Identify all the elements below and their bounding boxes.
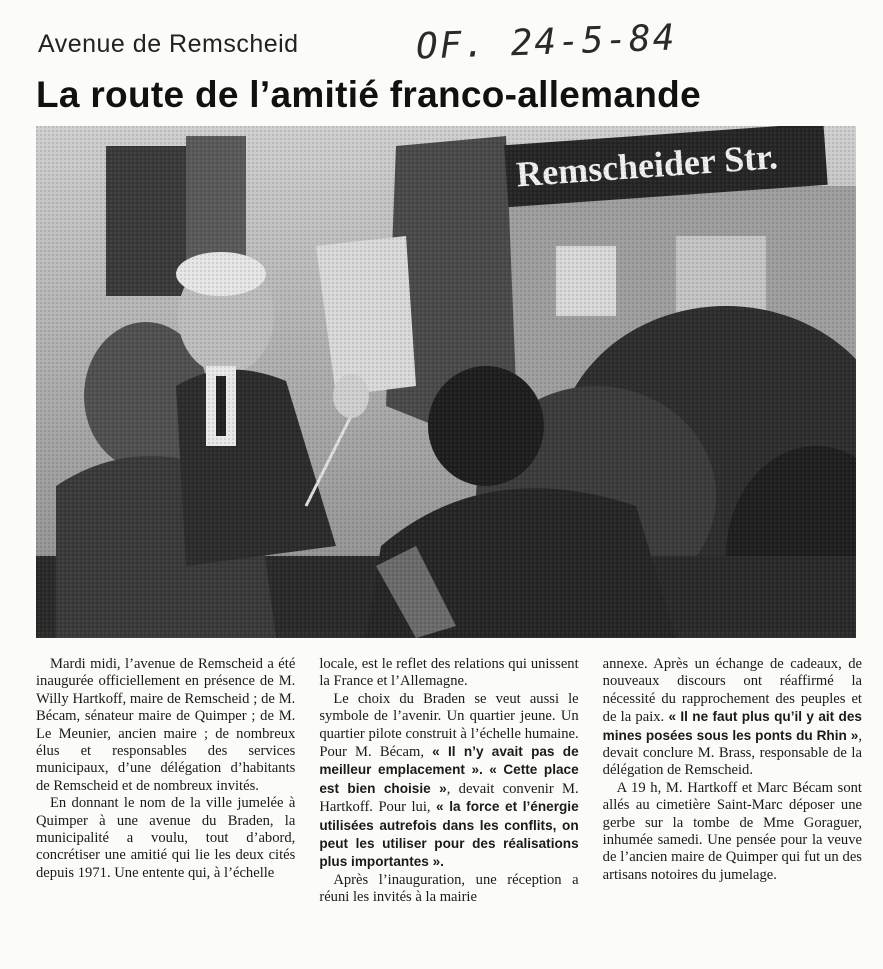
quote-bold: « Cette place est bien choisie » [319,762,579,796]
paragraph [36,656,295,795]
text-run: A 19 h, M. Hartkoff et Marc Bécam sont allés au cimetière Saint-Marc déposer une gerbe sur la tombe de Mme Goraguer, inhumée samedi. Une pensée pour la veuve de l’ancien maire de Quimper qui fut un des artisans notoires du jumelage. [602,779,862,883]
article-column-2 [319,656,578,956]
article-body [36,656,862,956]
text-run: Mardi midi, l’avenue de Remscheid a été inaugurée officiellement en présence de M. Willy Hartkoff, maire de Remscheid ; de M. Bécam, sénateur maire de Quimper ; de M. Le Meunier, ancien maire ; de nombreux élus et responsables des services municipaux, d’une délégation d’habitants de Remscheid et de nombreux invités. [36,656,296,794]
paragraph [603,780,862,884]
kicker: Avenue de Remscheid [38,30,299,58]
text-run: Le choix du Braden se veut aussi le symbole de l’avenir. Un quartier jeune. Un quartier pilote construit à l’échelle humaine. Pour M. Bécam, [319,690,579,761]
quote-bold: « Il n’y avait pas de meilleur emplacement ». [319,744,579,778]
text-run: , devait convenir M. Hartkoff. Pour lui, [319,780,579,816]
paragraph [319,872,578,907]
text-run: En donnant le nom de la ville jumelée à Quimper à une avenue du Braden, la municipalité a voulu, tout d’abord, concrétiser une amitié qui lie les deux cités depuis 1971. Une entente qui, à l’échelle [36,795,296,881]
paragraph [36,795,295,882]
article-column-3 [603,656,862,956]
text-run: Après l’inauguration, une réception a réuni les invités à la mairie [319,871,579,906]
text-run: , devait conclure M. Brass, responsable de la délégation de Remscheid. [602,727,862,779]
text-run: annexe. Après un échange de cadeaux, de nouveaux discours ont réaffirmé la nécessité du rapprochement des peuples et de la paix. [602,656,862,726]
press-photo [36,126,856,638]
headline: La route de l’amitié franco-allemande [36,74,701,115]
paragraph [319,691,578,872]
handwritten-date: OF. 24-5-84 [415,17,678,68]
quote-bold: « la force et l’énergie utilisées autrefois dans les conflits, on peut les utiliser pour des réalisations plus importantes ». [319,799,579,870]
paragraph [319,656,578,691]
quote-bold: « Il ne faut plus qu’il y ait des mines posées sous les ponts du Rhin » [602,709,862,743]
text-run: locale, est le reflet des relations qui unissent la France et l’Allemagne. [319,656,579,690]
paragraph [603,656,862,780]
article-column-1 [36,656,295,956]
